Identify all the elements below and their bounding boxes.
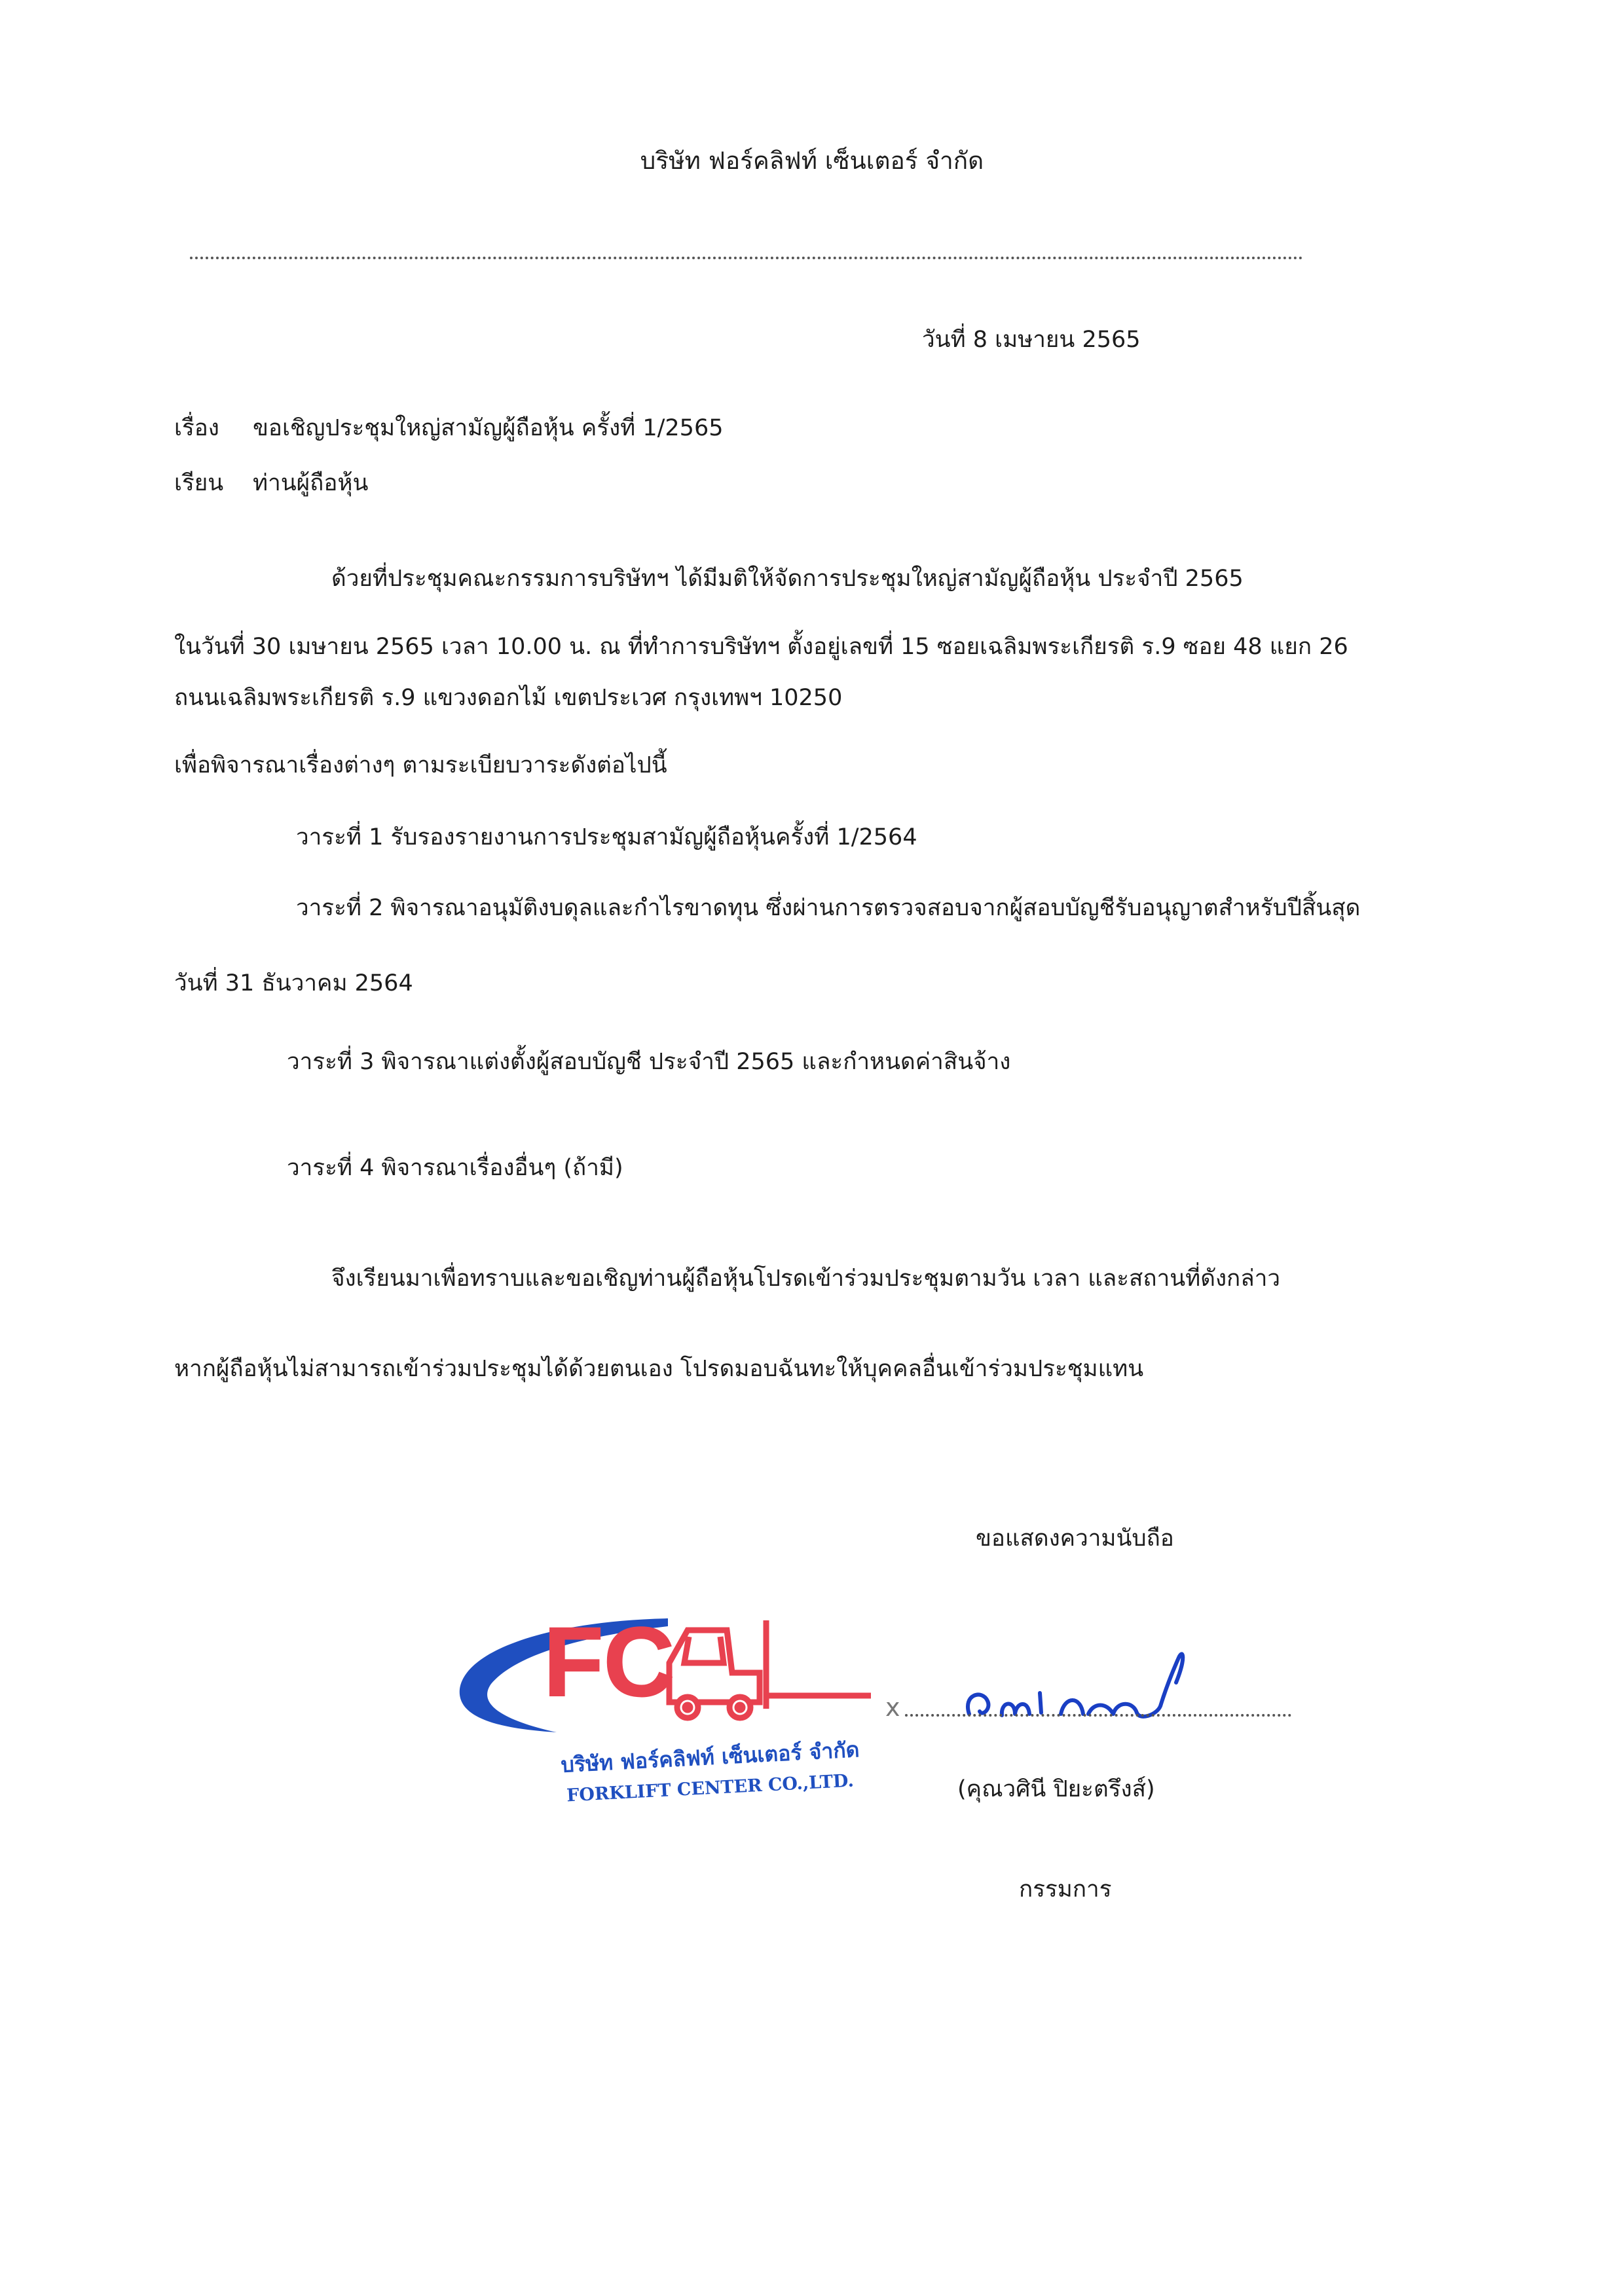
agenda-item-1: วาระที่ 1 รับรองรายงานการประชุมสามัญผู้ถือหุ้นครั้งที่ 1/2564: [296, 824, 917, 850]
salutation-line: [174, 467, 368, 499]
body-paragraph-1: ด้วยที่ประชุมคณะกรรมการบริษัทฯ ได้มีมติให้จัดการประชุมใหญ่สามัญผู้ถือหุ้น ประจำปี 2565: [331, 566, 1244, 592]
signature-dotted-line: [905, 1714, 1291, 1717]
subject-label: เรื่อง: [174, 415, 219, 441]
body-paragraph-3: ถนนเฉลิมพระเกียรติ ร.9 แขวงดอกไม้ เขตประเวศ กรุงเทพฯ 10250: [174, 685, 843, 711]
forklift-icon: [669, 1620, 871, 1718]
body-paragraph-4: เพื่อพิจารณาเรื่องต่างๆ ตามระเบียบวาระดังต่อไปนี้: [174, 752, 667, 778]
signer-name: (คุณวศินี ปิยะตรึงส์): [957, 1776, 1155, 1802]
company-stamp: [452, 1597, 884, 1813]
agenda-item-3: วาระที่ 3 พิจารณาแต่งตั้งผู้สอบบัญชี ประจำปี 2565 และกำหนดค่าสินจ้าง: [287, 1049, 1011, 1075]
letter-date: วันที่ 8 เมษายน 2565: [922, 327, 1141, 353]
signer-title: กรรมการ: [1019, 1876, 1112, 1903]
regards-text: ขอแสดงความนับถือ: [976, 1525, 1174, 1552]
salutation-text: ท่านผู้ถือหุ้น: [253, 470, 369, 496]
closing-line-1: จึงเรียนมาเพื่อทราบและขอเชิญท่านผู้ถือหุ้นโปรดเข้าร่วมประชุมตามวัน เวลา และสถานที่ดังกล่าว: [331, 1266, 1280, 1292]
signature-mark: x: [885, 1693, 900, 1722]
agenda-item-2: วาระที่ 2 พิจารณาอนุมัติงบดุลและกำไรขาดทุน ซึ่งผ่านการตรวจสอบจากผู้สอบบัญชีรับอนุญาตสำหรับปีสิ้นสุด: [296, 895, 1361, 921]
subject-line: [174, 412, 724, 444]
dotted-divider: [190, 257, 1303, 259]
agenda-item-4: วาระที่ 4 พิจารณาเรื่องอื่นๆ (ถ้ามี): [287, 1155, 623, 1181]
company-title: บริษัท ฟอร์คลิฟท์ เซ็นเตอร์ จำกัด: [640, 147, 984, 175]
stamp-company-english: FORKLIFT CENTER CO.,LTD.: [566, 1770, 855, 1806]
salutation-label: เรียน: [174, 470, 224, 496]
stamp-logo-letters: FC: [544, 1607, 674, 1717]
stamp-company-thai: บริษัท ฟอร์คลิฟท์ เซ็นเตอร์ จำกัด: [560, 1737, 860, 1777]
closing-line-2: หากผู้ถือหุ้นไม่สามารถเข้าร่วมประชุมได้ด้วยตนเอง โปรดมอบฉันทะให้บุคคลอื่นเข้าร่วมประชุมแทน: [174, 1356, 1144, 1382]
body-paragraph-2: ในวันที่ 30 เมษายน 2565 เวลา 10.00 น. ณ ที่ทำการบริษัทฯ ตั้งอยู่เลขที่ 15 ซอยเฉลิมพระเกียรติ ร.9 ซอย 48 แยก 26: [174, 634, 1348, 660]
agenda-item-2-continued: วันที่ 31 ธันวาคม 2564: [174, 970, 413, 996]
subject-text: ขอเชิญประชุมใหญ่สามัญผู้ถือหุ้น ครั้งที่ 1/2565: [253, 415, 724, 441]
